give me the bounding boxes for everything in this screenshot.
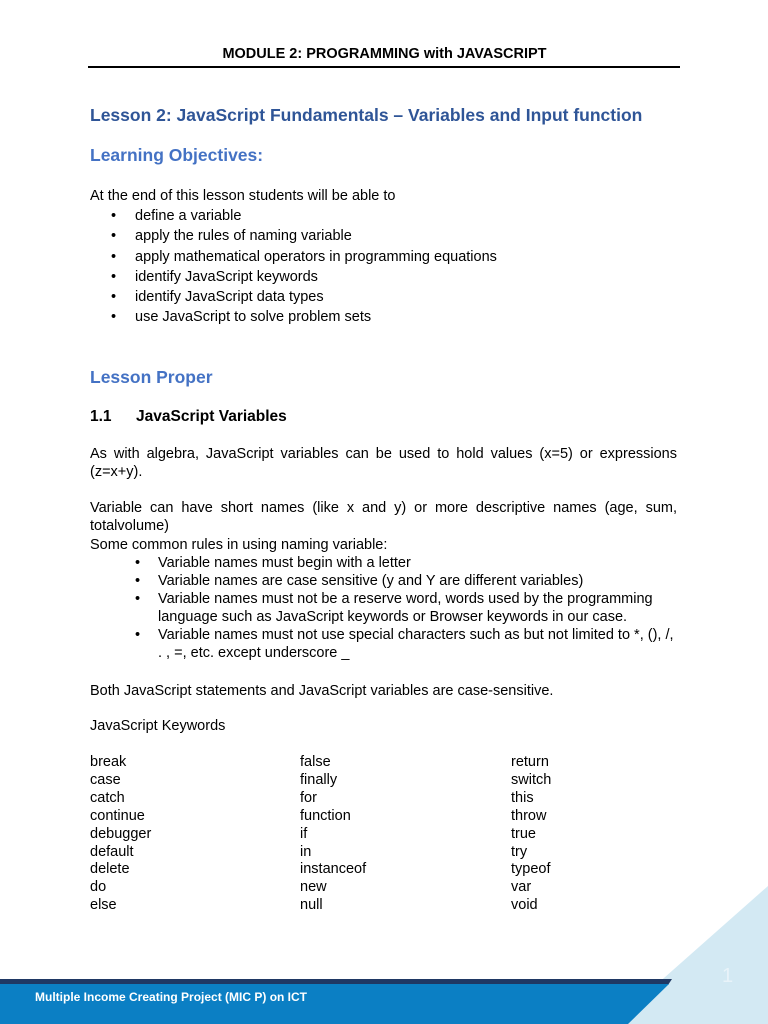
rule-item: • Variable names are case sensitive (y and Y are different variables) (90, 572, 678, 590)
rules-list (90, 554, 678, 663)
lesson-proper-heading: Lesson Proper (90, 367, 213, 387)
paragraph-algebra: As with algebra, JavaScript variables can be used to hold values (x=5) or expressions (z=x+y). (90, 446, 677, 481)
rule-item: • Variable names must not be a reserve word, words used by the programming language such as JavaScript keywords or Browser keywords in our case. (90, 590, 678, 626)
keyword: continue (90, 807, 145, 824)
keyword: null (300, 897, 323, 914)
section-heading (90, 408, 287, 426)
rules-intro: Some common rules in using naming variable: (90, 537, 388, 553)
keyword: true (511, 825, 536, 842)
keyword: break (90, 754, 127, 770)
keyword: switch (511, 771, 552, 788)
lesson-title: Lesson 2: JavaScript Fundamentals – Variables and Input function (90, 105, 643, 125)
keyword: delete (90, 861, 130, 878)
objective-item: • identify JavaScript data types (90, 287, 497, 307)
objective-item: • apply the rules of naming variable (90, 226, 497, 246)
keyword: debugger (90, 825, 152, 842)
keyword: return (511, 754, 549, 770)
keyword: for (300, 789, 317, 806)
objective-item: • use JavaScript to solve problem sets (90, 307, 497, 327)
keyword: try (511, 843, 528, 860)
keyword: instanceof (300, 861, 367, 878)
keyword: if (300, 825, 308, 842)
keyword: do (90, 879, 107, 896)
keyword: var (511, 879, 532, 896)
paragraph-case-sensitive: Both JavaScript statements and JavaScript variables are case-sensitive. (90, 683, 554, 699)
objective-item: • identify JavaScript keywords (90, 267, 497, 287)
rule-item: • Variable names must not use special characters such as but not limited to *, (), /, . , =, etc. except underscore _ (90, 626, 678, 662)
keyword: in (300, 843, 312, 860)
objective-item: • define a variable (90, 206, 497, 226)
module-header: MODULE 2: PROGRAMMING with JAVASCRIPT (222, 46, 547, 62)
keyword: else (90, 897, 117, 914)
objective-item: • apply mathematical operators in programming equations (90, 247, 497, 267)
rule-item: • Variable names must begin with a letter (90, 554, 678, 572)
keyword: finally (300, 771, 338, 788)
paragraph-names: Variable can have short names (like x and y) or more descriptive names (age, sum, totalvolume) (90, 500, 677, 535)
keyword: false (300, 754, 331, 770)
keyword: void (511, 897, 538, 914)
footer-project-name: Multiple Income Creating Project (MIC P) on ICT (35, 990, 308, 1004)
keyword: default (90, 843, 134, 860)
keyword: catch (90, 789, 125, 806)
keyword: new (300, 879, 327, 896)
objectives-intro: At the end of this lesson students will be able to (90, 188, 396, 204)
section-title: JavaScript Variables (136, 408, 287, 425)
page-number: 1 (722, 965, 734, 987)
objectives-heading: Learning Objectives: (90, 145, 264, 165)
keyword: typeof (511, 861, 551, 878)
keyword: case (90, 771, 121, 788)
keywords-heading: JavaScript Keywords (90, 718, 226, 734)
section-number: 1.1 (90, 408, 112, 425)
keyword: this (511, 789, 534, 806)
keyword: throw (511, 807, 547, 824)
objectives-list (90, 206, 497, 328)
header-rule (88, 66, 680, 68)
keyword: function (300, 807, 351, 824)
